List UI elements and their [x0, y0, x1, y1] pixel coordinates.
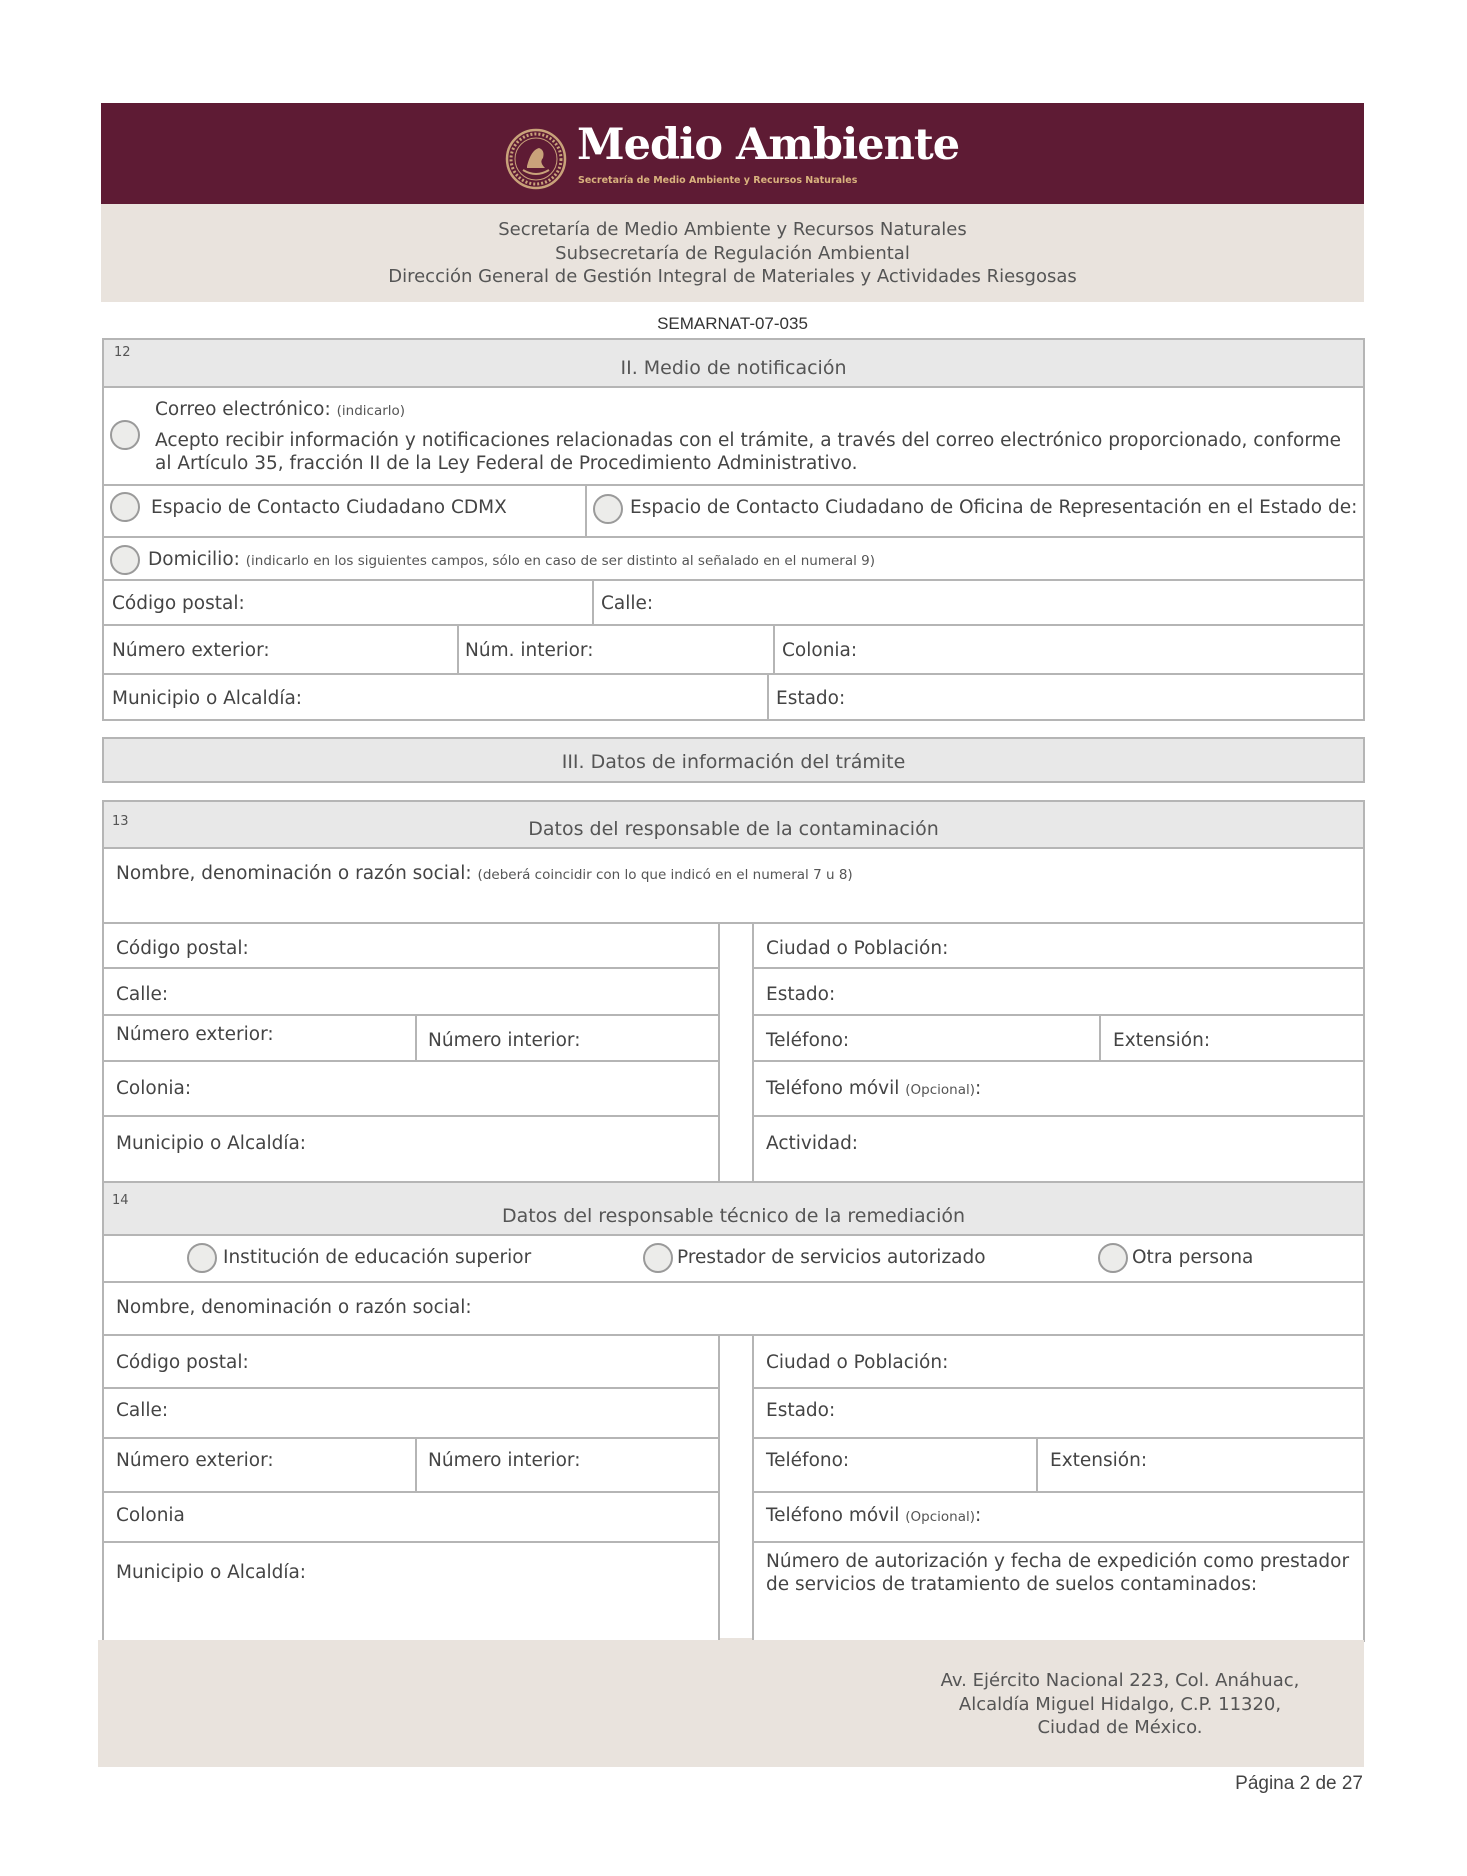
domicilio-label: Domicilio: — [148, 549, 240, 570]
cp-field[interactable]: Código postal: — [116, 1352, 249, 1373]
colonia-field[interactable]: Colonia: — [782, 640, 858, 661]
agency-line: Secretaría de Medio Ambiente y Recursos Naturales — [498, 219, 967, 240]
agency-line: Dirección General de Gestión Integral de Materiales y Actividades Riesgosas — [388, 266, 1077, 287]
autorizacion-line: Número de autorización y fecha de expedición como prestador — [766, 1551, 1350, 1572]
email-consent — [155, 429, 1341, 475]
calle-field[interactable]: Calle: — [116, 1400, 169, 1421]
num-ext-field[interactable]: Número exterior: — [116, 1024, 274, 1045]
municipio-field[interactable]: Municipio o Alcaldía: — [116, 1133, 307, 1154]
section-ii-box — [102, 338, 1365, 721]
section-title: II. Medio de notificación — [620, 357, 847, 379]
section-14-header — [104, 1183, 1363, 1234]
colonia-field[interactable]: Colonia — [116, 1505, 185, 1526]
radio-otra-persona[interactable] — [1098, 1243, 1128, 1273]
ciudad-field[interactable]: Ciudad o Población: — [766, 938, 949, 959]
brand-title: Medio Ambiente — [577, 120, 960, 170]
header-agency-block — [101, 204, 1364, 302]
section-number: 13 — [112, 814, 129, 829]
nombre-hint: (deberá coincidir con lo que indicó en el numeral 7 u 8) — [477, 867, 853, 883]
email-label-row — [155, 399, 405, 420]
radio-prestador[interactable] — [643, 1243, 673, 1273]
domicilio-hint: (indicarlo en los siguientes campos, sólo en caso de ser distinto al señalado en el numeral 9) — [245, 553, 876, 569]
section-14-box — [102, 1181, 1365, 1642]
section-title: Datos del responsable técnico de la remediación — [501, 1205, 966, 1227]
num-ext-field[interactable]: Número exterior: — [112, 640, 270, 661]
calle-field[interactable]: Calle: — [601, 593, 654, 614]
num-ext-field[interactable]: Número exterior: — [116, 1450, 274, 1471]
movil-label: Teléfono móvil — [766, 1078, 900, 1099]
actividad-field[interactable]: Actividad: — [766, 1133, 859, 1154]
address-line: Alcaldía Miguel Hidalgo, C.P. 11320, — [958, 1693, 1282, 1715]
national-seal-icon — [505, 128, 567, 190]
domicilio-row — [148, 549, 875, 570]
optional-hint: (Opcional) — [905, 1082, 976, 1098]
option-otra-persona: Otra persona — [1132, 1247, 1254, 1268]
section-number: 12 — [114, 345, 131, 360]
movil-field[interactable] — [766, 1505, 981, 1526]
page-number: Página 2 de 27 — [1235, 1773, 1363, 1794]
estado-field[interactable]: Estado: — [766, 984, 836, 1005]
address-line: Ciudad de México. — [1037, 1717, 1203, 1738]
num-int-field[interactable]: Núm. interior: — [465, 640, 594, 661]
section-13-box — [102, 800, 1365, 1183]
num-int-field[interactable]: Número interior: — [428, 1030, 581, 1051]
colon: : — [975, 1505, 982, 1526]
section-13-header — [104, 802, 1363, 847]
cp-field[interactable]: Código postal: — [112, 593, 245, 614]
radio-email[interactable] — [110, 420, 140, 450]
section-number: 14 — [112, 1193, 129, 1208]
address-line: Av. Ejército Nacional 223, Col. Anáhuac, — [940, 1670, 1300, 1691]
estado-field[interactable]: Estado: — [766, 1400, 836, 1421]
municipio-field[interactable]: Municipio o Alcaldía: — [116, 1562, 307, 1583]
section-ii-header — [104, 340, 1363, 386]
optional-hint: (Opcional) — [905, 1509, 976, 1525]
ciudad-field[interactable]: Ciudad o Población: — [766, 1352, 949, 1373]
email-label: Correo electrónico: — [155, 399, 331, 420]
radio-institucion[interactable] — [187, 1243, 217, 1273]
colonia-field[interactable]: Colonia: — [116, 1078, 192, 1099]
colon: : — [975, 1078, 982, 1099]
municipio-field[interactable]: Municipio o Alcaldía: — [112, 688, 303, 709]
contact-cdmx-label: Espacio de Contacto Ciudadano CDMX — [151, 497, 507, 518]
telefono-field[interactable]: Teléfono: — [766, 1450, 850, 1471]
radio-contact-cdmx[interactable] — [110, 492, 140, 522]
calle-field[interactable]: Calle: — [116, 984, 169, 1005]
footer-address — [920, 1669, 1320, 1740]
consent-line: al Artículo 35, fracción II de la Ley Federal de Procedimiento Administrativo. — [155, 453, 858, 474]
radio-contact-state[interactable] — [593, 494, 623, 524]
consent-line: Acepto recibir información y notificaciones relacionadas con el trámite, a través del correo electrónico proporcionado, conforme — [155, 430, 1342, 451]
extension-field[interactable]: Extensión: — [1050, 1450, 1148, 1471]
brand-subtitle: Secretaría de Medio Ambiente y Recursos Naturales — [578, 175, 858, 186]
section-iii-header — [102, 737, 1365, 783]
section-title: III. Datos de información del trámite — [561, 751, 906, 773]
agency-line: Subsecretaría de Regulación Ambiental — [555, 242, 910, 264]
cp-field[interactable]: Código postal: — [116, 938, 249, 959]
form-code: SEMARNAT-07-035 — [657, 314, 808, 333]
nombre-row — [116, 863, 853, 884]
nombre-field[interactable]: Nombre, denominación o razón social: — [116, 1297, 472, 1318]
contact-state-label: Espacio de Contacto Ciudadano de Oficina de Representación en el Estado de: — [630, 497, 1358, 518]
nombre-field[interactable]: Nombre, denominación o razón social: — [116, 863, 472, 884]
estado-field[interactable]: Estado: — [776, 688, 846, 709]
autorizacion-field[interactable] — [766, 1550, 1349, 1596]
radio-domicilio[interactable] — [110, 545, 140, 575]
telefono-field[interactable]: Teléfono: — [766, 1030, 850, 1051]
email-hint: (indicarlo) — [336, 403, 406, 419]
autorizacion-line: de servicios de tratamiento de suelos contaminados: — [766, 1574, 1258, 1595]
option-prestador: Prestador de servicios autorizado — [677, 1247, 986, 1268]
num-int-field[interactable]: Número interior: — [428, 1450, 581, 1471]
movil-field[interactable] — [766, 1078, 981, 1099]
extension-field[interactable]: Extensión: — [1113, 1030, 1211, 1051]
movil-label: Teléfono móvil — [766, 1505, 900, 1526]
option-institucion: Institución de educación superior — [223, 1247, 532, 1268]
section-title: Datos del responsable de la contaminación — [528, 818, 939, 840]
